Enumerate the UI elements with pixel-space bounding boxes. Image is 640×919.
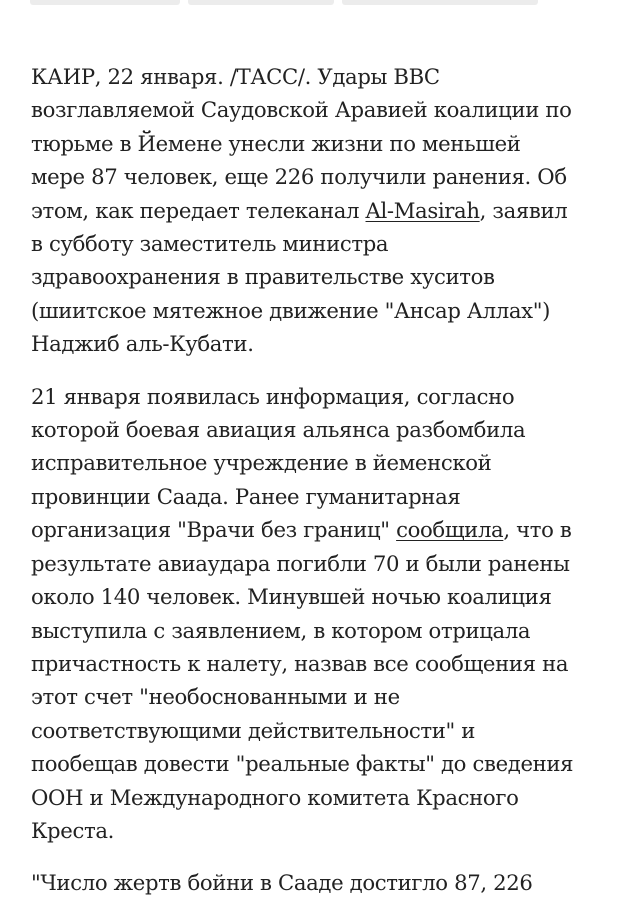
top-tab-bar	[0, 0, 640, 6]
article-body	[31, 60, 621, 919]
text-line: 21 января появилась информация, согласно	[31, 383, 515, 409]
msf-report-link[interactable]: сообщила	[396, 517, 504, 543]
text-line: Наджиб аль-Кубати.	[31, 331, 254, 357]
text-segment: , что в	[503, 517, 572, 543]
text-line: "Число жертв бойни в Сааде достигло 87, 226	[31, 870, 533, 896]
text-segment: этом, как передает телеканал	[31, 197, 366, 223]
text-line: возглавляемой Саудовской Аравией коалиции по	[31, 97, 572, 123]
text-line: исправительное учреждение в йеменской	[31, 450, 492, 476]
text-segment: организация "Врачи без границ"	[31, 517, 397, 543]
article-paragraph-2	[31, 380, 621, 848]
text-line: причастность к налету, назвав все сообщения на	[31, 650, 569, 676]
text-line: Креста.	[31, 817, 115, 843]
text-line: здравоохранения в правительстве хуситов	[31, 264, 495, 290]
al-masirah-link[interactable]: Al-Masirah	[365, 197, 480, 223]
text-line: тюрьме в Йемене унесли жизни по меньшей	[31, 130, 521, 156]
top-tab-1[interactable]	[30, 0, 180, 5]
text-line: соответствующими действительности" и	[31, 717, 476, 743]
text-line: мере 87 человек, еще 226 получили ранения. Об	[31, 164, 567, 190]
text-line: около 140 человек. Минувшей ночью коалиция	[31, 584, 552, 610]
text-line: ООН и Международного комитета Красного	[31, 784, 519, 810]
article-paragraph-3	[31, 866, 621, 899]
article-paragraph-1	[31, 60, 621, 361]
text-line: провинции Саада. Ранее гуманитарная	[31, 483, 461, 509]
text-line: (шиитское мятежное движение "Ансар Аллах")	[31, 297, 551, 323]
text-line: которой боевая авиация альянса разбомбила	[31, 417, 526, 443]
top-tab-2[interactable]	[188, 0, 334, 5]
text-line: в субботу заместитель министра	[31, 231, 389, 257]
text-line: КАИР, 22 января. /ТАСС/. Удары ВВС	[31, 64, 440, 89]
text-line: пообещав довести "реальные факты" до сведения	[31, 751, 574, 777]
top-tab-3[interactable]	[342, 0, 538, 5]
text-line: выступила с заявлением, в котором отрицала	[31, 617, 531, 643]
text-segment: , заявил	[479, 197, 568, 223]
text-line: этот счет "необоснованными и не	[31, 684, 400, 710]
text-line: результате авиаудара погибли 70 и были ранены	[31, 550, 570, 576]
text-line	[31, 194, 621, 227]
text-line	[31, 513, 621, 546]
